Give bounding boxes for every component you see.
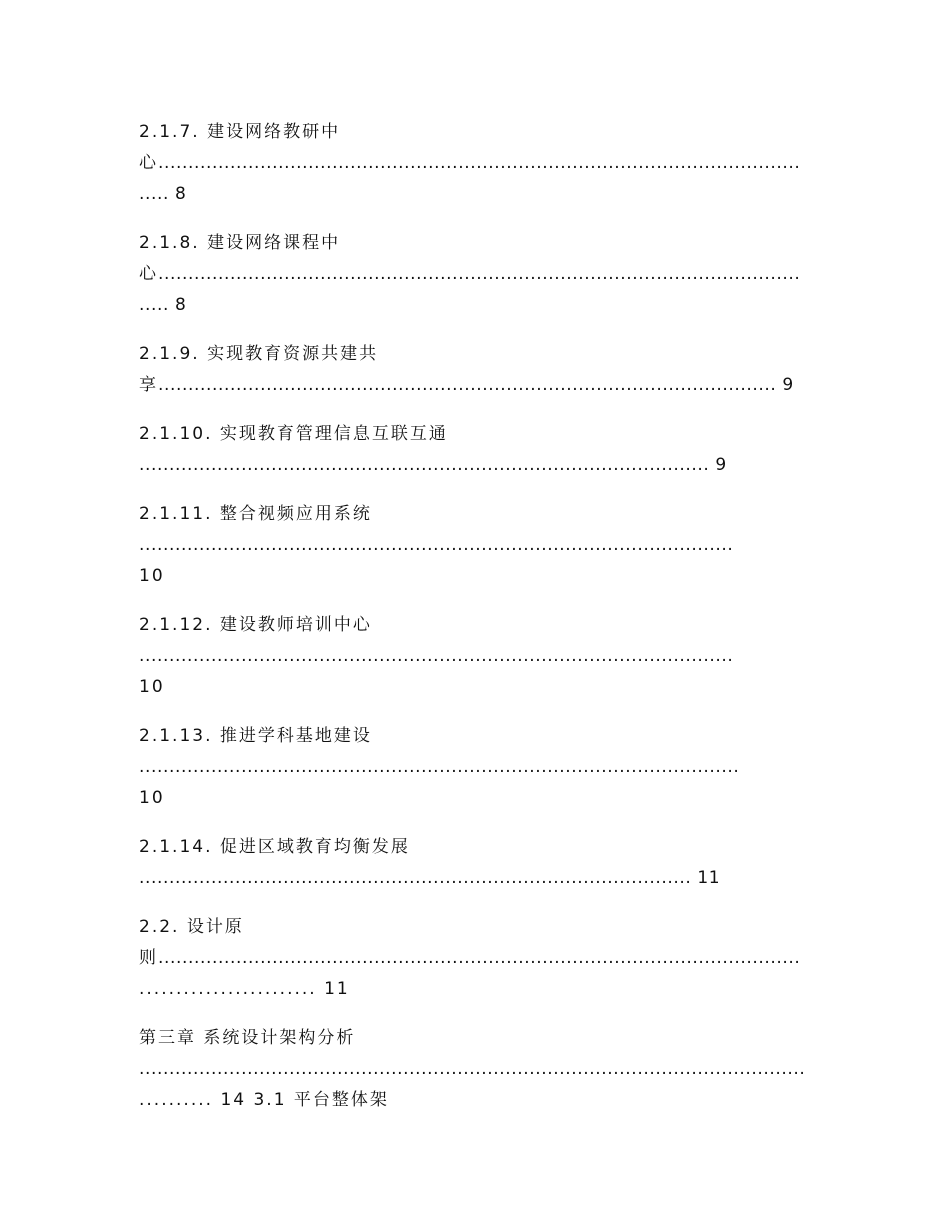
toc-entry-title: 2.1.14. 促进区域教育均衡发展	[139, 837, 410, 857]
toc-entry-page: ..... 8	[139, 184, 187, 204]
toc-entry-page: .......... 14 3.1 平台整体架	[139, 1090, 389, 1110]
toc-entry-2-1-8[interactable]	[139, 229, 809, 322]
toc-entry-2-1-12[interactable]	[139, 611, 809, 704]
toc-entry-title-cont: 心	[139, 153, 158, 173]
toc-entry-page: 10	[139, 566, 165, 586]
dot-leader-with-page: ............................................................................................ 11	[139, 868, 721, 888]
toc-entry-title: 2.1.11. 整合视频应用系统	[139, 504, 372, 524]
dot-leader: ....................................................................................................	[139, 757, 740, 777]
dot-leader: ...............................................................................................................	[139, 1059, 806, 1079]
toc-entry-title: 2.1.9. 实现教育资源共建共	[139, 344, 379, 364]
toc-entry-chapter-3[interactable]	[139, 1024, 809, 1117]
toc-entry-title-cont: 则	[139, 948, 158, 968]
dot-leader: ...................................................................................................	[139, 535, 734, 555]
table-of-contents	[139, 118, 809, 1135]
dot-leader: ...........................................................................................................	[158, 948, 801, 968]
dot-leader-with-page: ....................................................................................................... 9	[158, 375, 794, 395]
toc-entry-title-cont: 享	[139, 375, 158, 395]
toc-entry-title: 2.1.8. 建设网络课程中	[139, 233, 341, 253]
toc-entry-title: 2.1.7. 建设网络教研中	[139, 122, 341, 142]
toc-entry-title: 2.1.13. 推进学科基地建设	[139, 726, 372, 746]
dot-leader-with-page: ............................................................................................... 9	[139, 455, 727, 475]
dot-leader: ...................................................................................................	[139, 646, 734, 666]
toc-entry-title: 2.1.10. 实现教育管理信息互联互通	[139, 424, 448, 444]
toc-entry-2-1-10[interactable]	[139, 420, 809, 482]
toc-entry-page: 10	[139, 788, 165, 808]
toc-entry-page: ..... 8	[139, 295, 187, 315]
toc-entry-2-1-13[interactable]	[139, 722, 809, 815]
toc-entry-title: 2.2. 设计原	[139, 917, 244, 937]
toc-entry-page: 10	[139, 677, 165, 697]
toc-entry-2-1-9[interactable]	[139, 340, 809, 402]
toc-entry-title-cont: 心	[139, 264, 158, 284]
toc-entry-title: 第三章 系统设计架构分析	[139, 1028, 356, 1048]
toc-entry-2-2[interactable]	[139, 913, 809, 1006]
toc-entry-2-1-7[interactable]	[139, 118, 809, 211]
toc-entry-title: 2.1.12. 建设教师培训中心	[139, 615, 372, 635]
dot-leader: ...........................................................................................................	[158, 264, 801, 284]
toc-entry-2-1-14[interactable]	[139, 833, 809, 895]
toc-entry-page: ........................ 11	[139, 979, 350, 999]
dot-leader: ...........................................................................................................	[158, 153, 801, 173]
toc-entry-2-1-11[interactable]	[139, 500, 809, 593]
